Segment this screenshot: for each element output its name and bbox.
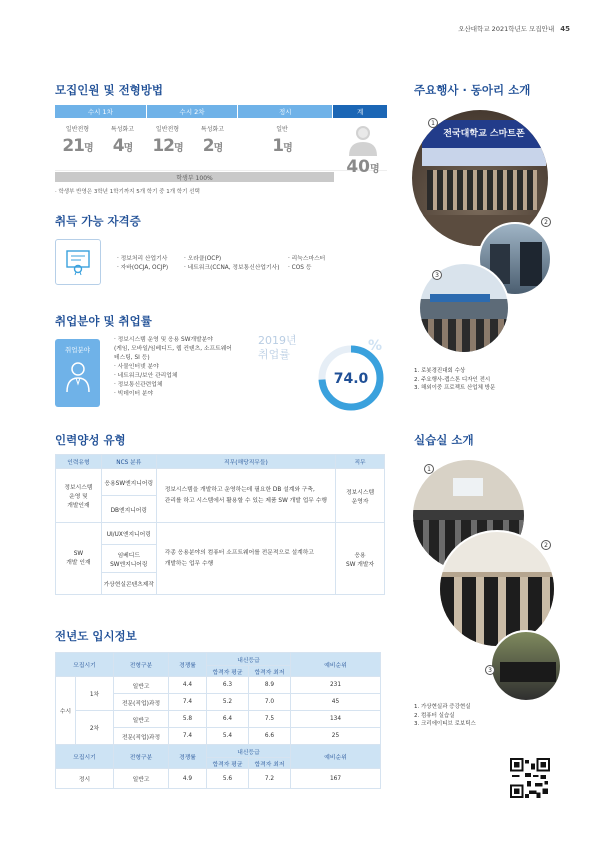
employ-list (114, 336, 232, 399)
susi-label: 수시 (56, 677, 76, 745)
cell-reserve: 167 (291, 769, 381, 789)
talent-ncs: DB엔지니어링 (101, 496, 156, 523)
cell-kind: 전문(직업)과정 (114, 694, 169, 711)
person-icon (345, 122, 381, 158)
employ-item: (게임, 모바일/임베디드, 웹 컨텐츠, 소프트웨어 (114, 346, 232, 352)
worker-icon (65, 360, 91, 394)
event-caption: 3. 해외이중 프로젝트 산업체 방문 (414, 385, 496, 391)
cell-avg: 6.4 (207, 711, 249, 728)
cell-kind: 일반고 (114, 677, 169, 694)
round-label: 1차 (76, 677, 114, 711)
th-avg: 합격자 평균 (207, 758, 249, 769)
cell-unit: 명 (283, 143, 292, 154)
page-header (458, 24, 570, 33)
employ-item: · 사물인터넷 분야 (114, 364, 159, 370)
lab-num-2: 2 (541, 540, 551, 550)
entrance-title: 전년도 입시정보 (55, 629, 137, 643)
employ-badge-label: 취업분야 (64, 346, 91, 354)
employ-item: · 네트워크/보안 관리업체 (114, 373, 178, 379)
th-ncs: NCS 분류 (101, 455, 156, 469)
cell-ratio: 7.4 (169, 728, 207, 745)
employ-badge (55, 339, 100, 407)
cell-type: 특성화고 (200, 126, 225, 133)
cell-unit: 명 (84, 143, 93, 154)
cell-avg: 5.4 (207, 728, 249, 745)
certificate-icon (55, 239, 101, 285)
cert-item: · 리눅스마스터 (288, 256, 326, 262)
events-title: 주요행사 · 동아리 소개 (414, 83, 531, 97)
labs-title: 실습실 소개 (414, 433, 474, 447)
cell-avg: 5.2 (207, 694, 249, 711)
event-num-1: 1 (428, 118, 438, 128)
cert-item: · 오라클(OCP) (184, 256, 222, 262)
th-desc: 직무(해당직무들) (156, 455, 335, 469)
cell-type: 특성화고 (110, 126, 135, 133)
lab-photo-2 (438, 530, 556, 648)
cell-ratio: 7.4 (169, 694, 207, 711)
talent-job: 정보시스템 운영자 (336, 469, 385, 523)
cell-ratio: 5.8 (169, 711, 207, 728)
th-period: 모집시기 (56, 745, 114, 769)
talent-table (55, 454, 385, 595)
event-banner: 전국대학교 스마트폰 (422, 120, 546, 148)
total-num: 40 (346, 157, 370, 177)
th-reserve: 예비순위 (291, 745, 381, 769)
cert-item: · 자바(OCJA, OCJP) (117, 265, 169, 271)
talent-ncs: 임베디드 SW엔지니어링 (101, 545, 156, 573)
cell-su1-general (55, 118, 100, 170)
th-grade: 내신등급 (207, 653, 291, 666)
cell-unit: 명 (213, 143, 223, 154)
cert-item: · 정보처리 산업기사 (117, 256, 168, 262)
cell-ratio: 4.9 (169, 769, 207, 789)
employ-item: 테스팅, SI 등) (114, 355, 150, 361)
th-type: 인력유형 (56, 455, 102, 469)
cell-min: 6.6 (249, 728, 291, 745)
cell-min: 7.5 (249, 711, 291, 728)
cell-reserve: 134 (291, 711, 381, 728)
admission-title-a: 모집인원 (55, 83, 104, 97)
cell-kind: 일반고 (114, 711, 169, 728)
cert-title: 취득 가능 자격증 (55, 214, 141, 228)
cell-type: 일반전형 (65, 126, 90, 133)
col-jungsi: 정시 (238, 105, 332, 118)
talent-desc: 각종 응용분야의 컴퓨터 소프트웨어를 전문적으로 설계하고 개발하는 업무 수행 (156, 523, 335, 595)
event-num-2: 2 (541, 217, 551, 227)
event-num-3: 3 (432, 270, 442, 280)
talent-type: 정보시스템 운영 및 개발인재 (56, 469, 102, 523)
talent-type: SW 개발 인재 (56, 523, 102, 595)
cell-num: 21 (62, 136, 84, 156)
talent-title: 인력양성 유형 (55, 433, 126, 447)
admission-note: · 학생부 반영은 3학년 1학기까지 5개 학기 중 1개 학기 선택 (55, 189, 200, 195)
cell-ratio: 4.4 (169, 677, 207, 694)
lab-num-3: 3 (485, 665, 495, 675)
th-reserve: 예비순위 (291, 653, 381, 677)
th-ratio: 경쟁률 (169, 745, 207, 769)
th-min: 합격자 최저 (249, 666, 291, 677)
col-susi1: 수시 1차 (55, 105, 146, 118)
employ-item: · 정보시스템 운영 및 응용 SW개발분야 (114, 337, 213, 343)
cell-avg: 5.6 (207, 769, 249, 789)
cell-kind: 일반고 (114, 769, 169, 789)
event-caption: 1. 로봇경진대회 수상 (414, 368, 466, 374)
admission-title (55, 82, 163, 98)
rate-year-block (258, 334, 297, 362)
employ-item: · 빅데이터 분야 (114, 391, 154, 397)
th-kind: 전형구분 (114, 653, 169, 677)
th-ratio: 경쟁률 (169, 653, 207, 677)
th-grade: 내신등급 (207, 745, 291, 758)
th-kind: 전형구분 (114, 745, 169, 769)
cell-min: 8.9 (249, 677, 291, 694)
th-avg: 합격자 평균 (207, 666, 249, 677)
percent-icon: % (368, 338, 383, 354)
cell-reserve: 45 (291, 694, 381, 711)
page-number: 45 (560, 25, 570, 33)
talent-ncs: UI/UX엔지니어링 (101, 523, 156, 545)
cert-col2 (184, 255, 280, 273)
cert-col3 (288, 255, 325, 273)
cell-avg: 6.3 (207, 677, 249, 694)
lab-caption: 2. 컴퓨터 실습실 (414, 712, 455, 719)
cell-unit: 명 (123, 143, 133, 154)
cell-reserve: 25 (291, 728, 381, 745)
lab-num-1: 1 (424, 464, 434, 474)
lab-caption: 3. 크리에이티브 로보틱스 (414, 721, 476, 727)
employ-title: 취업분야 및 취업률 (55, 314, 152, 328)
col-total: 계 (333, 105, 387, 118)
cell-num: 2 (202, 136, 214, 156)
qr-code-icon[interactable] (510, 758, 550, 798)
cert-col1 (117, 255, 168, 273)
total-unit: 명 (370, 164, 380, 175)
cell-type: 일반 (276, 126, 288, 133)
header-title: 오산대학교 2021학년도 모집안내 (458, 25, 555, 33)
admission-table (55, 105, 387, 182)
total-count (338, 157, 388, 177)
lab-photo-3 (490, 630, 562, 702)
employ-item: · 정보통신관련업체 (114, 382, 163, 388)
event-caption: 2. 주요행사-캡스톤 디자인 전시 (414, 376, 491, 383)
cell-num: 12 (152, 136, 174, 156)
rate-label: 취업률 (258, 348, 290, 361)
cell-jungsi-general (235, 118, 329, 170)
cert-item: · COS 등 (288, 265, 312, 271)
round-label: 2차 (76, 711, 114, 745)
jungsi-label: 정시 (56, 769, 114, 789)
cell-kind: 전문(직업)과정 (114, 728, 169, 745)
cell-type: 일반전형 (155, 126, 180, 133)
th-min: 합격자 최저 (249, 758, 291, 769)
cell-su2-vocational (190, 118, 235, 170)
rate-value: 74.0 (333, 371, 369, 387)
cert-item: · 네트워크(CCNA, 정보통신산업기사) (184, 265, 280, 271)
cell-unit: 명 (174, 143, 183, 154)
cell-num: 1 (272, 136, 284, 156)
talent-job: 응용 SW 개발자 (336, 523, 385, 595)
criteria-bar: 학생부 100% (55, 172, 334, 182)
cell-su2-general (145, 118, 190, 170)
talent-ncs: 응용SW엔지니어링 (101, 469, 156, 496)
cell-reserve: 231 (291, 677, 381, 694)
cell-num: 4 (112, 136, 124, 156)
admission-title-b: 및 전형방법 (103, 83, 164, 97)
cell-min: 7.2 (249, 769, 291, 789)
event-captions (414, 367, 495, 393)
talent-ncs: 가상현실콘텐츠제작 (101, 573, 156, 595)
entrance-table (55, 652, 381, 789)
talent-desc: 정보시스템을 개발하고 운영하는데 필요한 DB 설계와 구축, 관리를 하고 시스템에서 활용할 수 있는 제품 SW 개발 업무 수행 (156, 469, 335, 523)
lab-captions (414, 703, 476, 729)
th-job: 직무 (336, 455, 385, 469)
th-period: 모집시기 (56, 653, 114, 677)
col-susi2: 수시 2차 (147, 105, 238, 118)
rate-year: 2019년 (258, 334, 297, 347)
cell-su1-vocational (100, 118, 145, 170)
lab-caption: 1. 가상현실과 증강현실 (414, 704, 471, 710)
cell-min: 7.0 (249, 694, 291, 711)
